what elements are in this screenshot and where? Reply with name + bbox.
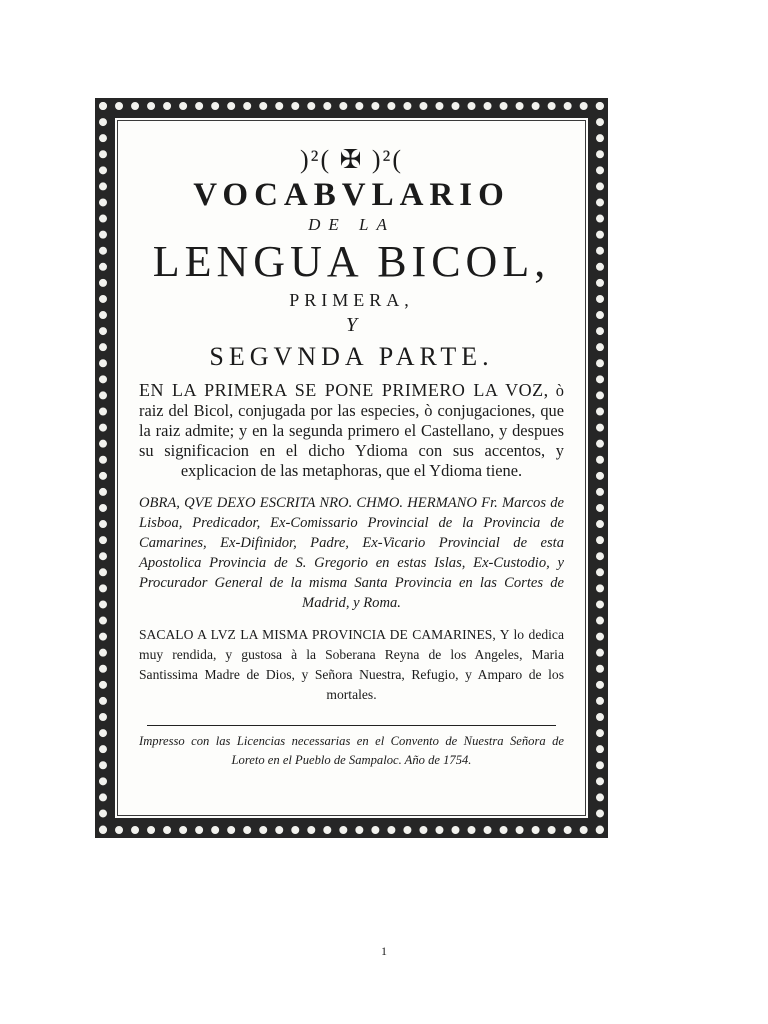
title-vocabulario: VOCABVLARIO <box>193 177 510 213</box>
description-paragraph <box>139 380 564 481</box>
header-ornament: )²( ✠ )²( <box>299 145 403 174</box>
title-segunda-parte: SEGVNDA PARTE. <box>209 342 494 371</box>
page-number: 1 <box>381 944 387 958</box>
title-y: Y <box>345 314 358 336</box>
title-page-frame <box>95 98 608 838</box>
title-primera: PRIMERA, <box>289 290 414 310</box>
description-body: ò raiz del Bicol, conjugada por las especies, ò conjugaciones, que la raiz admite; y en la segunda primero el Castellano, y despues su significacion en el dicho Ydioma con sus accentos, y explicacion de las metaphoras, que el Ydioma tiene. <box>139 381 564 480</box>
title-de-la: DE LA <box>308 215 395 234</box>
dedication-paragraph: SACALO A LVZ LA MISMA PROVINCIA DE CAMARINES, Y lo dedica muy rendida, y gustosa à la Soberana Reyna de los Angeles, Maria Santissima Madre de Dios, y Señora Nuestra, Refugio, y Amparo de los mortales. <box>139 627 564 702</box>
imprint-line: Impresso con las Licencias necessarias en el Convento de Nuestra Señora de Loreto en el Pueblo de Sampaloc. Año de 1754. <box>139 734 564 767</box>
imprint-divider <box>147 725 556 726</box>
description-lead: EN LA PRIMERA SE PONE PRIMERO LA VOZ, <box>139 380 549 400</box>
author-paragraph: OBRA, QVE DEXO ESCRITA NRO. CHMO. HERMANO Fr. Marcos de Lisboa, Predicador, Ex-Comissario Provincial de la Provincia de Camarines, Ex-Difinidor, Padre, Ex-Vicario Provincial de esta Apostolica Provincia de S. Gregorio en estas Islas, Ex-Custodio, y Procurador General de la misma Santa Provincia en las Cortes de Madrid, y Roma. <box>139 495 564 611</box>
title-lengua-bicol: LENGUA BICOL, <box>152 237 551 286</box>
title-page-content <box>139 144 564 798</box>
